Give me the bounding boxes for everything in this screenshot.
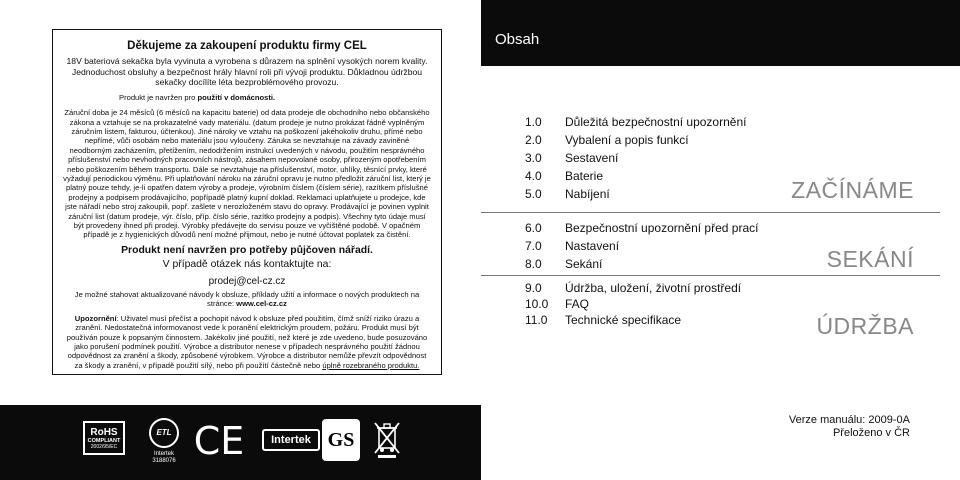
warranty-box: [52, 29, 442, 375]
version-line: Verze manuálu: 2009-0A: [788, 414, 910, 426]
toc-item-label: Technické specifikace: [565, 313, 682, 327]
toc-item-number: 9.0: [525, 281, 542, 295]
toc-item-number: 6.0: [525, 221, 542, 235]
etl-company: Intertek: [153, 450, 174, 457]
toc-item-number: 3.0: [525, 151, 542, 165]
contact-email[interactable]: prodej@cel-cz.cz: [208, 275, 286, 287]
toc-item-number: 1.0: [525, 115, 542, 129]
rohs-compliant: COMPLIANT: [87, 437, 121, 444]
toc-item-label: Sestavení: [565, 151, 619, 165]
etl-mark: ETL: [149, 418, 179, 448]
etl-number: 3188076: [152, 457, 176, 464]
toc-item-label: Vybalení a popis funkcí: [565, 133, 689, 147]
toc-item-number: 10.0: [525, 297, 549, 311]
section-divider: [481, 275, 940, 276]
contact-heading: V případě otázek nás kontaktujte na:: [162, 258, 332, 270]
toc-item-number: 8.0: [525, 257, 542, 271]
warranty-paragraph: [63, 93, 431, 102]
warning-label: Upozornění: [74, 313, 117, 323]
toc-item-number: 11.0: [525, 313, 548, 327]
rohs-logo: [83, 421, 125, 455]
toc-item-number: 7.0: [525, 239, 542, 253]
toc-item-number: 4.0: [525, 169, 542, 183]
section-divider: [481, 212, 940, 213]
toc-item-number: 2.0: [525, 133, 542, 147]
warranty-title: Děkujeme za zakoupení produktu firmy CEL: [127, 40, 367, 52]
certification-strip: [0, 405, 481, 480]
etl-logo: [146, 415, 182, 467]
download-note-text: Je možné stahovat aktualizované návody k obsluze, příklady užití a informace o nových produktech na stránce:: [74, 289, 420, 309]
toc-item-label: Sekání: [565, 257, 603, 271]
rohs-directive: 2002/95/EC: [90, 443, 118, 450]
toc-item-number: 5.0: [525, 187, 542, 201]
download-note: [63, 290, 431, 309]
warning-paragraph: [63, 314, 431, 370]
ce-logo: CE: [193, 419, 245, 463]
p1-prefix: Produkt je navržen pro: [119, 92, 198, 102]
warranty-terms: Záruční doba je 24 měsíců (6 měsíců na kapacitu baterie) od data prodeje dle obchodního nebo občanského zákona a vztahuje se na prokazatelné vady materiálu. (datum prodeje je nutno prokázat řádně vyplněným záručním listem, fakturou, účtenkou). Jiné nároky ve vztahu na poškození jakéhokoliv druhu, přímé nebo nepřímé, vůči osobám nebo materiálu jsou vyloučeny. Záruka se nevztahuje na závady zaviněné neodborným zacházením, přetížením, nedodržením instrukcí uvedených v návodu, použitím nesprávného příslušenství nebo nevhodných pracovních nástrojů, zásahem nepovolané osoby, přirozeným opotřebením nebo poškozením během transportu. Dále se nevztahuje na příslušenství, motor, uhlíky, těsnící prvky, které vyžadují periodickou výměnu. Při uplatňování nároku na záruční opravu je nutno předložit záruční list, který je platný pouze tehdy, je-li opatřen datem výroby a prodeje, výrobním číslem (číslem série), razítkem příslušné prodejny a podpisem prodávajícího, popřípadě platný kupní doklad. Reklamaci uplatňujete u prodejce, kde jste nářadí nebo stroj zakoupili, popř. zašlete v nerozloženém stavu do opravy. Prodávající je povinen vyplnit záruční list (datum prodeje, výr. číslo, příp. číslo série, razítko prodejny a podpis). Všechny tyto údaje musí být provedeny ihned při prodeji. Výrobky předávejte do servisu pouze ve vyčištěné podobě. V opačném případě je z hygienických důvodů není možné přijmout, nebo je nutné účtovat poplatek za čistění.: [63, 108, 431, 240]
manual-version: [789, 414, 910, 440]
translation-line: Přeloženo v ČR: [832, 427, 910, 439]
toc-item-label: Nabíjení: [565, 187, 610, 201]
right-page: [481, 0, 960, 480]
toc-item-label: Baterie: [565, 169, 604, 183]
warning-underline: úplně rozebraného produktu.: [322, 360, 420, 370]
toc-item-label: Bezpečnostní upozornění před prací: [565, 221, 759, 235]
rohs-title: RoHS: [90, 426, 118, 438]
rental-notice: Produkt není navržen pro potřeby půjčoven nářadí.: [121, 244, 373, 256]
toc-item-label: Nastavení: [565, 239, 620, 253]
intertek-logo: Intertek: [262, 429, 320, 451]
toc-header: [481, 0, 960, 66]
warranty-intro: 18V bateriová sekačka byla vyvinuta a vyrobena s důrazem na splnění vysokých norem kvality. Jednoduchost obsluhy a bezpečnost hrály hlavní roli při vývoji produktu. Důkladnou údržbou sekačky docílíte léta bezproblémového provozu.: [66, 56, 428, 88]
toc-item-label: Důležitá bezpečnostní upozornění: [565, 115, 747, 129]
gs-logo: GS: [322, 419, 360, 461]
toc-item-label: Údržba, uložení, životní prostředí: [565, 281, 742, 295]
website-link[interactable]: www.cel-cz.cz: [236, 299, 287, 309]
warning-text: : Uživatel musí přečíst a pochopit návod k obsluze před použitím, čímž sníží riziko úrazu a zranění. Nedostatečná informovanost vede k poranění elektrickým proudem, požáru. Produkt musí být používán pouze k popsaným činnostem. Jakékoliv jiné použití, než které je zde uvedeno, bude posuzováno jako porušení podmínek použití. Výrobce a distributor nenese v případech nesprávného použití žádnou odpovědnost za zranění a škody, způsobené výrobkem. Výrobce a distributor nemůže převzít odpovědnost za škody a zranění, v případě použití sílý, nebo při použítí částečně nebo: [66, 313, 428, 370]
toc-title: Obsah: [495, 31, 540, 48]
section-word-getting-started: ZAČÍNÁME: [791, 177, 914, 203]
p1-bold: použití v domácnosti.: [197, 92, 276, 102]
section-word-maintenance: ÚDRŽBA: [816, 313, 914, 339]
toc-item-label: FAQ: [565, 297, 590, 311]
section-word-mowing: SEKÁNÍ: [826, 246, 914, 272]
crossed-bin-icon: [372, 419, 402, 459]
